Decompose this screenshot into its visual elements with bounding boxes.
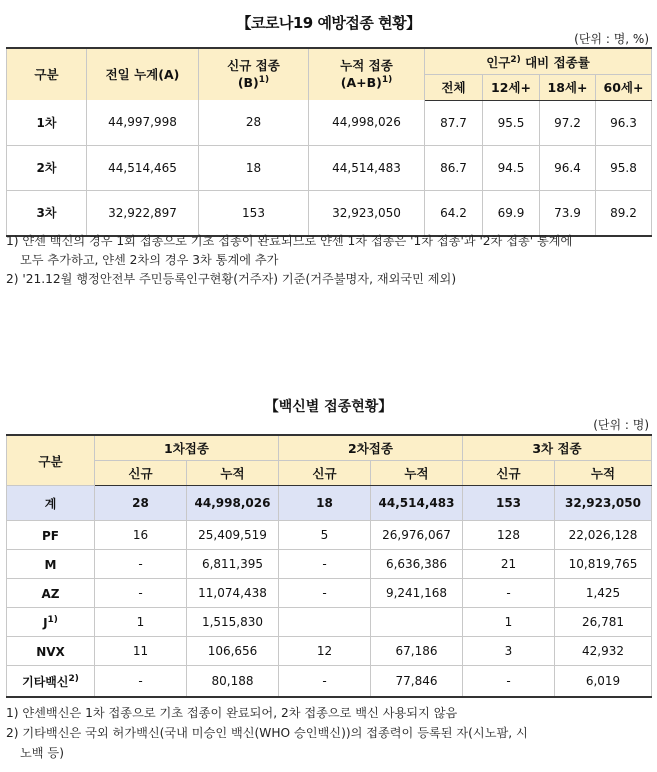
t2-header-dose2: 2차접종 [279, 435, 463, 461]
cell-d3-new: 153 [463, 486, 555, 521]
t2-header-new: 신규 [95, 461, 187, 486]
t2-header-dose3: 3차 접종 [463, 435, 652, 461]
cell-d1-new: - [95, 666, 187, 698]
cell-d3-cum: 10,819,765 [555, 550, 652, 579]
cell-d1-cum: 1,515,830 [187, 608, 279, 637]
t2-header-cum: 누적 [371, 461, 463, 486]
cell-d3-cum: 42,932 [555, 637, 652, 666]
cell-d2-cum: 44,514,483 [371, 486, 463, 521]
cell-prev: 32,922,897 [87, 190, 199, 236]
cell-d3-cum: 32,923,050 [555, 486, 652, 521]
vaccination-status-table [6, 47, 652, 237]
header-pop-rate: 인구$^{2)}$ 대비 접종률 [425, 48, 652, 74]
cell-d1-cum: 80,188 [187, 666, 279, 698]
header-new [199, 48, 309, 100]
table-row [7, 579, 652, 608]
note-1-cont: 모두 추가하고, 얀센 2차의 경우 3차 통계에 추가 [20, 253, 279, 267]
header-cumulative-sub: $(A+B)^{1)}$ [340, 75, 393, 91]
vaccine-type-table [6, 434, 652, 698]
cell-prev: 44,514,465 [87, 145, 199, 190]
cell-d3-new: 1 [463, 608, 555, 637]
cell-d2-cum: 26,976,067 [371, 521, 463, 550]
cell-d3-cum: 22,026,128 [555, 521, 652, 550]
header-cumulative [309, 48, 425, 100]
cell-d3-new: 3 [463, 637, 555, 666]
header-age60: 60세+ [596, 74, 652, 100]
table-row [7, 145, 652, 190]
cell-d3-cum: 6,019 [555, 666, 652, 698]
cell-cum: 44,998,026 [309, 100, 425, 145]
cell-age60: 89.2 [596, 190, 652, 236]
cell-d1-new: 11 [95, 637, 187, 666]
t2-header-cum: 누적 [555, 461, 652, 486]
t2-note-2-cont: 노백 등) [20, 746, 64, 760]
row-label: 1차 [7, 100, 87, 145]
table2-notes [6, 703, 651, 763]
cell-d3-cum: 1,425 [555, 579, 652, 608]
cell-age60: 95.8 [596, 145, 652, 190]
cell-d1-new: 28 [95, 486, 187, 521]
table1-unit: (단위 : 명, %) [574, 32, 649, 46]
cell-d1-cum: 11,074,438 [187, 579, 279, 608]
t2-note-1: 1) 얀센백신은 1차 접종으로 기초 접종이 완료되어, 2차 접종으로 백신 사용되지 않음 [6, 706, 458, 720]
cell-age12: 69.9 [483, 190, 540, 236]
cell-all: 64.2 [425, 190, 483, 236]
header-cumulative-label: 누적 접종 [340, 58, 393, 74]
cell-age18: 97.2 [540, 100, 596, 145]
cell-d3-new: - [463, 666, 555, 698]
row-label: $J^{1)}$ [7, 608, 95, 637]
cell-d3-new: - [463, 579, 555, 608]
table-row [7, 190, 652, 236]
header-age12: 12세+ [483, 74, 540, 100]
cell-age12: 94.5 [483, 145, 540, 190]
cell-d2-new: 18 [279, 486, 371, 521]
t2-header-new: 신규 [463, 461, 555, 486]
note-1: 1) 얀센 백신의 경우 1회 접종으로 기초 접종이 완료되므로 얀센 1차 접종은 '1차 접종'과 '2차 접종' 통계에 [6, 234, 573, 248]
cell-d1-cum: 106,656 [187, 637, 279, 666]
cell-d2-new: 5 [279, 521, 371, 550]
t2-header-cum: 누적 [187, 461, 279, 486]
cell-new: 153 [199, 190, 309, 236]
table2-unit: (단위 : 명) [593, 418, 649, 432]
cell-d2-new: - [279, 666, 371, 698]
cell-d2-cum: 77,846 [371, 666, 463, 698]
cell-d2-cum: 6,636,386 [371, 550, 463, 579]
cell-d1-new: 1 [95, 608, 187, 637]
cell-cum: 32,923,050 [309, 190, 425, 236]
table-row [7, 666, 652, 698]
cell-d2-cum [371, 608, 463, 637]
cell-d2-cum: 67,186 [371, 637, 463, 666]
cell-d3-new: 128 [463, 521, 555, 550]
header-new-label: 신규 접종 [227, 58, 280, 74]
sum-label: 계 [7, 486, 95, 521]
t2-note-2: 2) 기타백신은 국외 허가백신(국내 미승인 백신(WHO 승인백신))의 접종력이 등록된 자(시노팜, 시 [6, 726, 528, 740]
header-all: 전체 [425, 74, 483, 100]
table-row [7, 100, 652, 145]
cell-d3-cum: 26,781 [555, 608, 652, 637]
row-label: NVX [7, 637, 95, 666]
cell-all: 87.7 [425, 100, 483, 145]
table1-title: 【코로나19 예방접종 현황】 [236, 14, 421, 32]
row-label: 2차 [7, 145, 87, 190]
cell-new: 28 [199, 100, 309, 145]
cell-age18: 96.4 [540, 145, 596, 190]
table-row [7, 608, 652, 637]
cell-d1-new: 16 [95, 521, 187, 550]
table-row [7, 521, 652, 550]
header-new-sub: $(B)^{1)}$ [237, 75, 270, 91]
sum-row [7, 486, 652, 521]
cell-age60: 96.3 [596, 100, 652, 145]
cell-d1-cum: 25,409,519 [187, 521, 279, 550]
cell-d2-new: - [279, 550, 371, 579]
header-age18: 18세+ [540, 74, 596, 100]
row-label: 3차 [7, 190, 87, 236]
row-label: M [7, 550, 95, 579]
cell-d2-cum: 9,241,168 [371, 579, 463, 608]
cell-d1-cum: 44,998,026 [187, 486, 279, 521]
cell-d1-new: - [95, 550, 187, 579]
cell-all: 86.7 [425, 145, 483, 190]
table-row [7, 550, 652, 579]
cell-new: 18 [199, 145, 309, 190]
cell-prev: 44,997,998 [87, 100, 199, 145]
cell-d2-new: - [279, 579, 371, 608]
row-label: AZ [7, 579, 95, 608]
cell-age12: 95.5 [483, 100, 540, 145]
header-prev-total: 전일 누계(A) [87, 48, 199, 100]
row-label: PF [7, 521, 95, 550]
t2-header-category: 구분 [7, 435, 95, 486]
t2-header-dose1: 1차접종 [95, 435, 279, 461]
cell-d1-new: - [95, 579, 187, 608]
cell-cum: 44,514,483 [309, 145, 425, 190]
cell-d3-new: 21 [463, 550, 555, 579]
header-category: 구분 [7, 48, 87, 100]
t2-header-new: 신규 [279, 461, 371, 486]
cell-d2-new: 12 [279, 637, 371, 666]
table1-notes [6, 232, 651, 289]
table2-title: 【백신별 접종현황】 [264, 399, 393, 415]
note-2: 2) '21.12월 행정안전부 주민등록인구현황(거주자) 기준(거주불명자, 재외국민 제외) [6, 272, 457, 286]
row-label: 기타백신$^{2)}$ [7, 666, 95, 698]
cell-age18: 73.9 [540, 190, 596, 236]
table-row [7, 637, 652, 666]
cell-d2-new [279, 608, 371, 637]
cell-d1-cum: 6,811,395 [187, 550, 279, 579]
